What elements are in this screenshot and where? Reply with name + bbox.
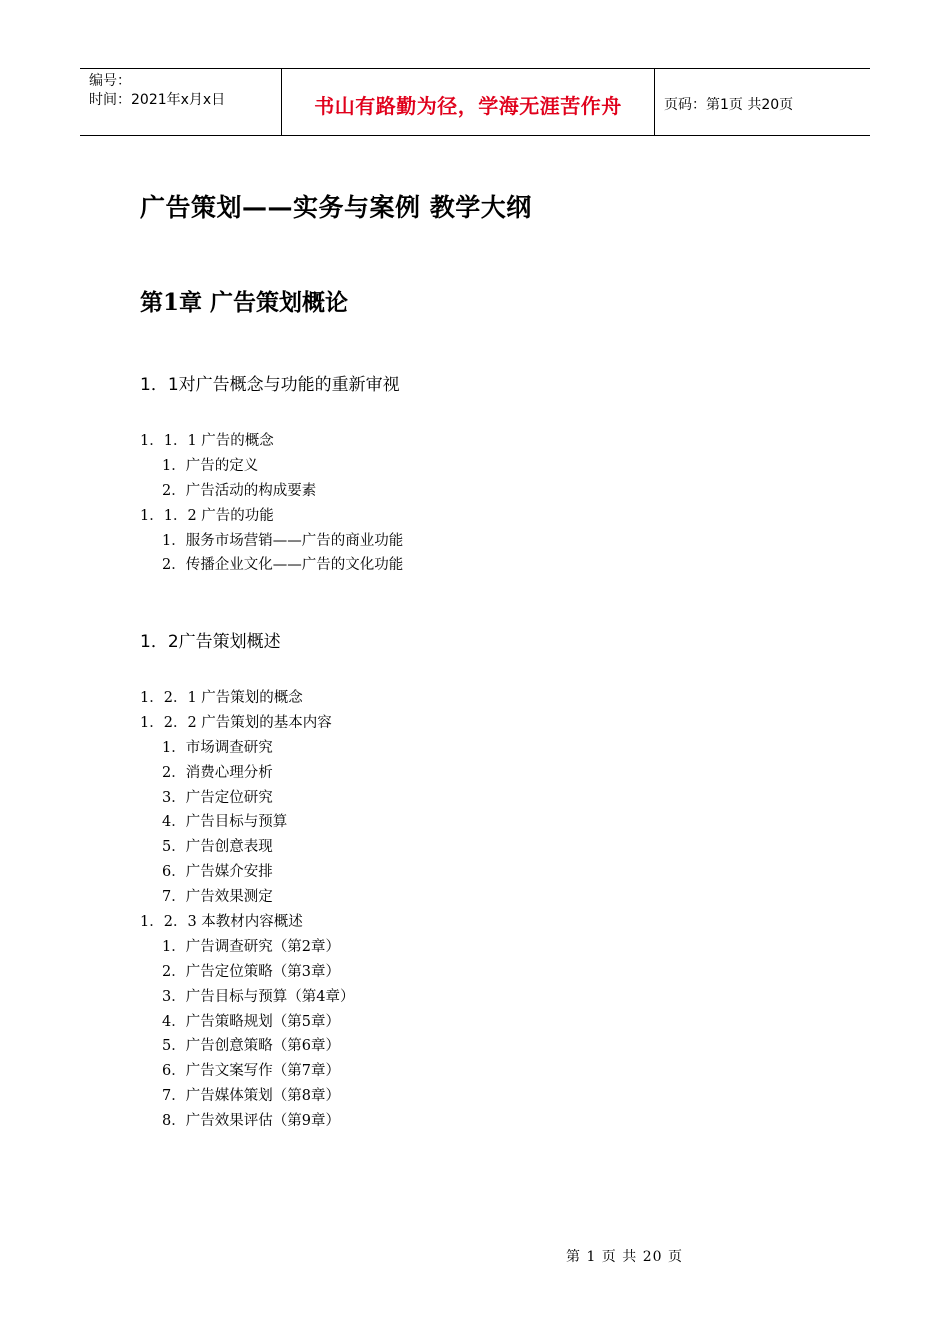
outline-item: 3．广告目标与预算（第4章） bbox=[162, 988, 355, 1005]
page-footer: 第 1 页 共 20 页 bbox=[566, 1249, 683, 1265]
outline-item: 2．广告定位策略（第3章） bbox=[162, 963, 340, 980]
doc-number-label: 编号： bbox=[89, 73, 131, 89]
outline-item: 8．广告效果评估（第9章） bbox=[162, 1113, 340, 1130]
header-meta bbox=[80, 69, 282, 135]
outline-item: 1．市场调查研究 bbox=[162, 739, 273, 756]
outline-item: 1．广告调查研究（第2章） bbox=[162, 938, 340, 955]
outline-item: 1．2．3 本教材内容概述 bbox=[140, 914, 303, 931]
chapter-heading: 第1章 广告策划概论 bbox=[140, 289, 349, 316]
outline-item: 1．1．2 广告的功能 bbox=[140, 507, 274, 524]
document-title: 广告策划——实务与案例 教学大纲 bbox=[140, 193, 532, 222]
outline-item: 2．广告活动的构成要素 bbox=[162, 482, 317, 499]
outline-item: 1．服务市场营销——广告的商业功能 bbox=[162, 532, 404, 549]
section-heading-1: 1．1对广告概念与功能的重新审视 bbox=[140, 375, 400, 395]
outline-item: 1．2．2 广告策划的基本内容 bbox=[140, 714, 332, 731]
outline-item: 7．广告效果测定 bbox=[162, 889, 273, 906]
outline-item: 1．2．1 广告策划的概念 bbox=[140, 690, 303, 706]
page-header bbox=[80, 68, 870, 136]
section-heading-2: 1．2广告策划概述 bbox=[140, 632, 281, 652]
section-2-outline bbox=[140, 686, 354, 1134]
outline-item: 2．消费心理分析 bbox=[162, 764, 273, 781]
outline-item: 1．1．1 广告的概念 bbox=[140, 433, 274, 449]
outline-item: 7．广告媒体策划（第8章） bbox=[162, 1088, 340, 1105]
outline-item: 5．广告创意表现 bbox=[162, 839, 273, 856]
doc-date: 时间：2021年x月x日 bbox=[89, 92, 226, 108]
outline-item: 5．广告创意策略（第6章） bbox=[162, 1038, 340, 1055]
outline-item: 3．广告定位研究 bbox=[162, 789, 273, 806]
outline-item: 1．广告的定义 bbox=[162, 457, 259, 474]
header-page-info: 页码：第1页 共20页 bbox=[664, 96, 794, 113]
header-motto: 书山有路勤为径，学海无涯苦作舟 bbox=[282, 69, 655, 135]
outline-item: 4．广告策略规划（第5章） bbox=[162, 1013, 340, 1030]
outline-item: 6．广告文案写作（第7章） bbox=[162, 1063, 340, 1080]
outline-item: 4．广告目标与预算 bbox=[162, 814, 288, 831]
section-1-outline bbox=[140, 429, 403, 578]
outline-item: 2．传播企业文化——广告的文化功能 bbox=[162, 557, 404, 574]
outline-item: 6．广告媒介安排 bbox=[162, 864, 273, 881]
